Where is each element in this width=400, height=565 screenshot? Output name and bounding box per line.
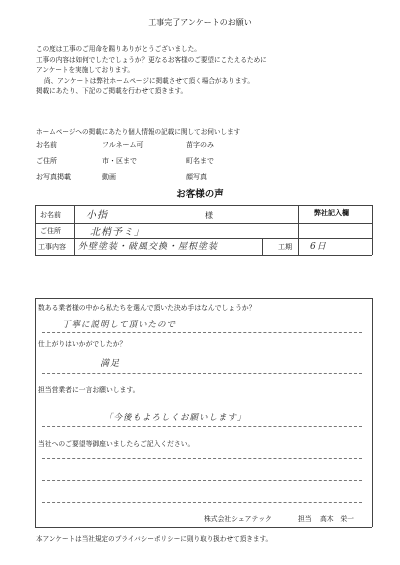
form-work-label: 工事内容 [38, 243, 66, 251]
answer-2[interactable]: 満足 [100, 359, 121, 369]
section-title: お客様の声 [176, 189, 224, 200]
intro-line: 工事の内容は如何でしたでしょうか？更なるお客様のご要望にこたえるために [36, 55, 267, 64]
page-title: 工事完了アンケートのお願い [148, 18, 252, 27]
form-name-label: お名前 [40, 211, 61, 219]
form-period-label: 工期 [278, 243, 292, 251]
rep-name: 高木 栄一 [320, 515, 354, 523]
intro-line: 掲載にあたり、下記のご掲載を行わせて頂きます。 [36, 87, 188, 96]
pub-label-address: ご住所 [36, 157, 57, 165]
form-honorific: 様 [205, 211, 213, 220]
question-4: 当社へのご要望等御座いましたらご記入ください。 [38, 440, 195, 448]
form-period-value[interactable]: 6日 [310, 242, 327, 252]
office-use-label: 弊社記入欄 [314, 209, 349, 217]
rep-label: 担当 [298, 515, 312, 523]
question-3: 担当営業者に一言お願いします。 [38, 386, 140, 394]
pub-label-name: お名前 [36, 141, 57, 149]
pub-label-photo: お写真掲載 [36, 173, 71, 181]
answer-3[interactable]: 「今後もよろしくお願いします」 [104, 413, 247, 423]
answer-1[interactable]: 丁寧に説明して頂いたので [62, 320, 177, 330]
pub-option-face-photo[interactable]: 顔写真 [186, 173, 207, 181]
form-name-value[interactable]: 小指 [86, 210, 108, 221]
pub-option-city[interactable]: 市・区まで [102, 157, 137, 165]
intro-line: アンケートを実施しております。 [36, 66, 134, 75]
publication-header: ホームページへの掲載にあたり個人情報の記載に関してお伺いします [36, 128, 241, 136]
intro-line: この度は工事のご用命を賜りありがとうございました。 [36, 45, 201, 53]
company-name: 株式会社シェアテック [204, 515, 272, 523]
question-2: 仕上がりはいかがでしたか？ [38, 340, 127, 348]
intro-text [36, 44, 376, 97]
pub-option-surname[interactable]: 苗字のみ [186, 141, 214, 149]
form-address-label: ご住所 [40, 227, 61, 235]
privacy-notice: 本アンケートは当社規定のプライバシーポリシーに則り取り扱わせて頂きます。 [36, 535, 273, 543]
intro-line: 尚、アンケートは弊社ホームページに掲載させて頂く場合があります。 [44, 76, 254, 85]
form-work-value[interactable]: 外壁塗装・破風交換・屋根塗装 [78, 242, 219, 252]
form-address-value[interactable]: 北梢予ミ」 [90, 227, 145, 238]
pub-option-fullname[interactable]: フルネーム可 [102, 141, 144, 149]
question-1: 数ある業者様の中から私たちを選んで頂いた決め手はなんでしょうか？ [38, 304, 256, 312]
pub-option-video[interactable]: 動画 [102, 173, 116, 181]
pub-option-town[interactable]: 町名まで [186, 157, 214, 165]
